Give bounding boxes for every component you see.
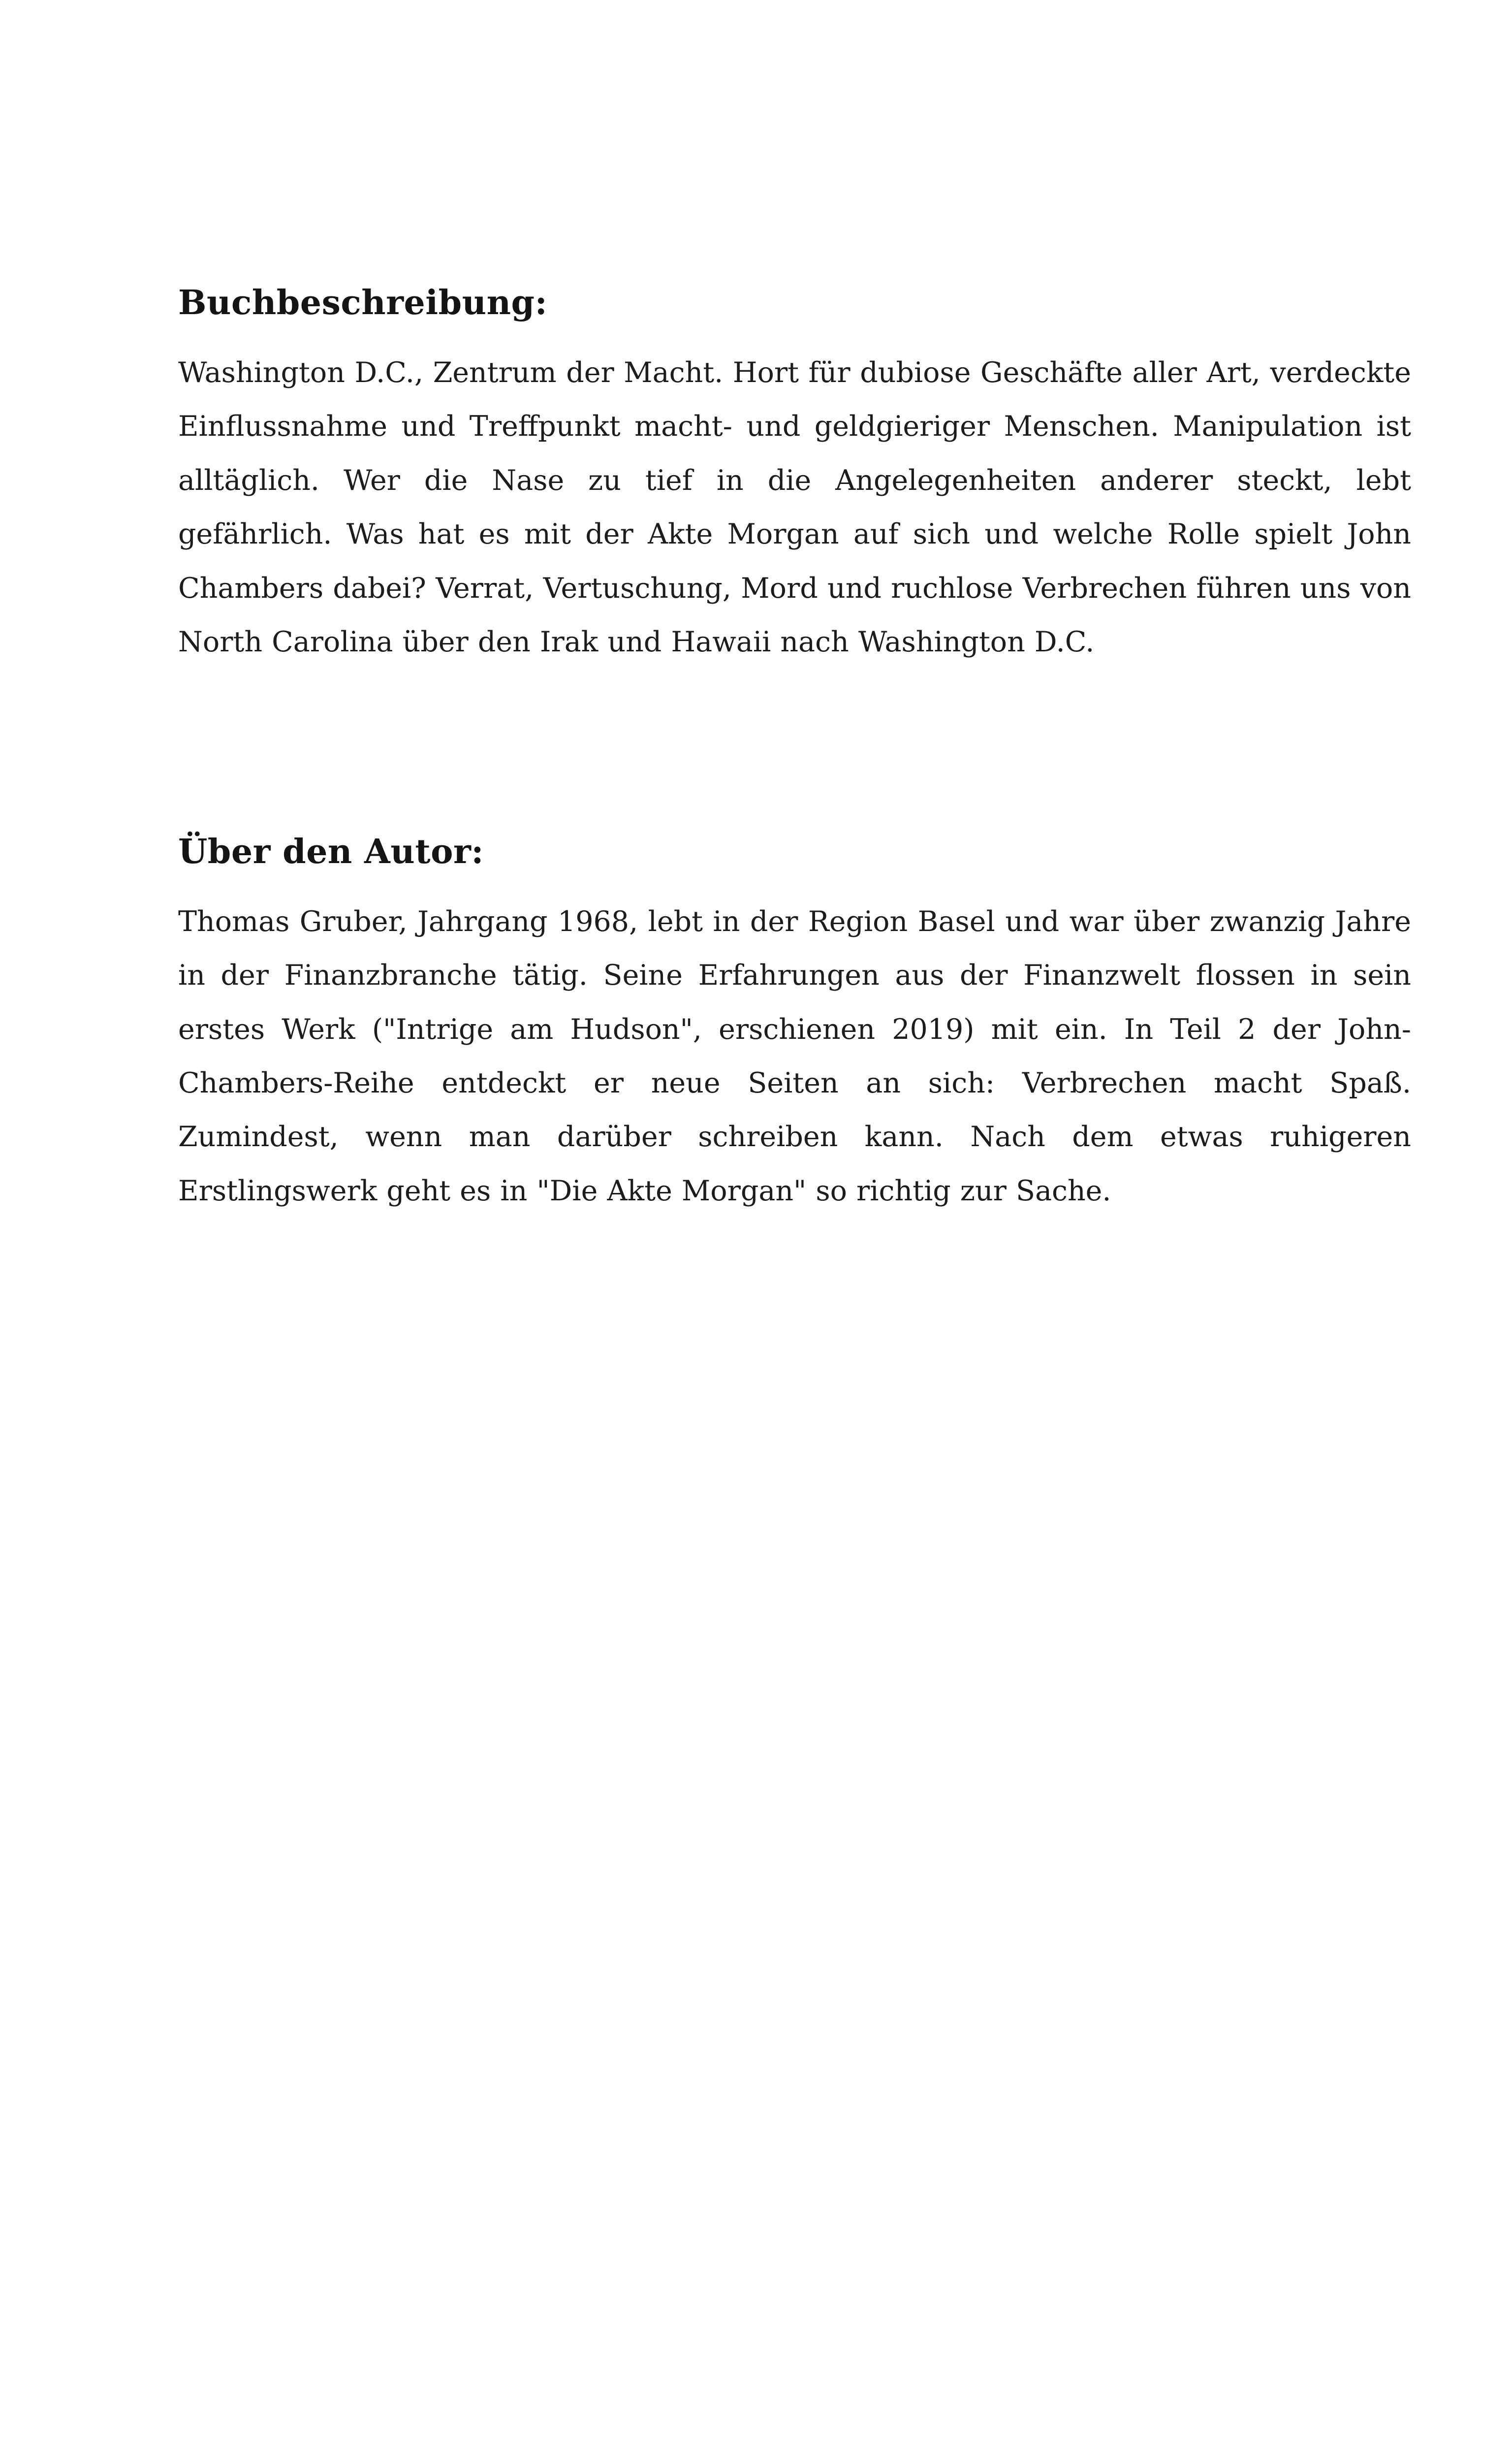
ueber-den-autor-text: Thomas Gruber, Jahrgang 1968, lebt in der Region Basel und war über zwanzig Jahre in der Finanzbranche tätig. Seine Erfahrungen aus der Finanzwelt flossen in sein erstes Werk ("Intrige am Hudson", erschienen 2019) mit ein. In Teil 2 der John-Chambers-Reihe entdeckt er neue Seiten an sich: Verbrechen macht Spaß. Zumindest, wenn man darüber schreiben kann. Nach dem etwas ruhigeren Erstlingswerk geht es in "Die Akte Morgan" so richtig zur Sache. (178, 905, 1411, 1207)
section-buchbeschreibung (178, 283, 1411, 670)
section-ueber-den-autor (178, 832, 1411, 1219)
ueber-den-autor-heading: Über den Autor: (178, 832, 484, 871)
buchbeschreibung-text: Washington D.C., Zentrum der Macht. Hort für dubiose Geschäfte aller Art, verdeckte Einflussnahme und Treffpunkt macht- und geldgieriger Menschen. Manipulation ist alltäglich. Wer die Nase zu tief in die Angelegenheiten anderer steckt, lebt gefährlich. Was hat es mit der Akte Morgan auf sich und welche Rolle spielt John Chambers dabei? Verrat, Vertuschung, Mord und ruchlose Verbrechen führen uns von North Carolina über den Irak und Hawaii nach Washington D.C. (178, 356, 1411, 659)
buchbeschreibung-heading: Buchbeschreibung: (178, 283, 548, 322)
